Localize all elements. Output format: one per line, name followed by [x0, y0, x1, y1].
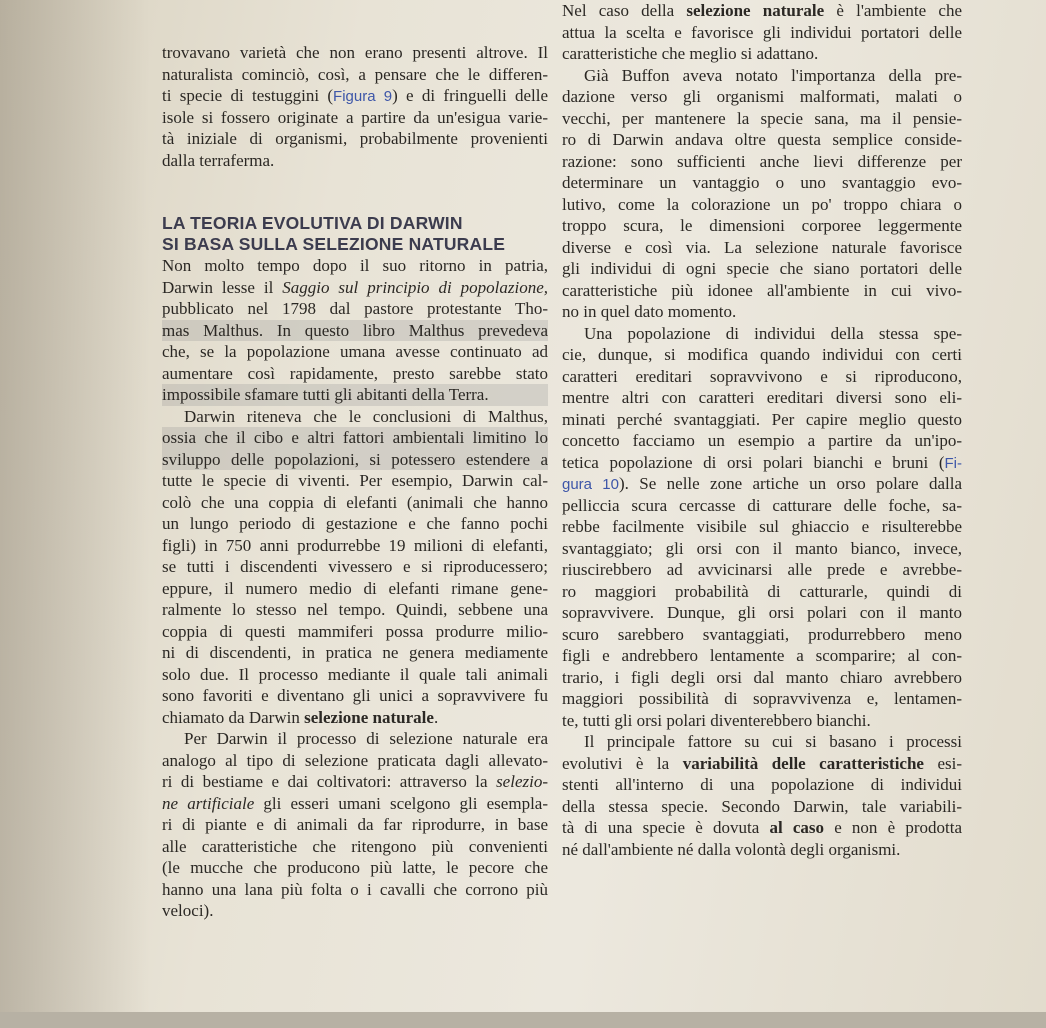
text-line: dazione verso gli organismi malformati, malati o	[562, 87, 962, 106]
text-line: Darwin lesse il Saggio sul principio di popolazione,	[162, 277, 548, 297]
text-line: ne artificiale gli esseri umani scelgono gli esempla-	[162, 793, 548, 813]
text-line: pelliccia scura cercasse di catturare delle foche, sa-	[562, 495, 962, 515]
key-term: variabilità delle caratteristiche	[682, 753, 924, 773]
text-line: sopravvivere. Dunque, gli orsi polari con il manto	[562, 603, 962, 622]
text-line: riuscirebbero ad avvicinarsi alle prede e avrebbe-	[562, 560, 962, 579]
text-line: mas Malthus. In questo libro Malthus prevedeva	[162, 320, 548, 340]
text-line: isole si fossero originate a partire da un'esigua varie-	[162, 107, 548, 127]
paragraph-artificial-selection	[162, 728, 548, 922]
text-line: attua la scelta e favorisce gli individui portatori delle	[562, 22, 962, 42]
key-term: selezione naturale	[304, 707, 434, 727]
text-line: Già Buffon aveva notato l'importanza della pre-	[584, 65, 962, 85]
text-line: aumentare così rapidamente, presto sarebbe stato	[162, 363, 548, 383]
text-line: vecchi, per mantenere la specie sana, ma il pensie-	[562, 108, 962, 128]
text-line: scuro sarebbero svantaggiati, produrrebbero meno	[562, 624, 962, 644]
left-column	[162, 42, 548, 922]
text-line: cie, dunque, si modifica quando individui con certi	[562, 345, 962, 364]
text-line: evolutivi è la variabilità delle caratteristiche esi-	[562, 753, 962, 773]
text-line: Il principale fattore su cui si basano i processi	[584, 732, 962, 751]
right-column	[562, 0, 962, 860]
text-line: impossibile sfamare tutti gli abitanti della Terra.	[162, 384, 548, 406]
heading-line: LA TEORIA EVOLUTIVA DI DARWIN	[162, 213, 463, 233]
text-line: pubblicato nel 1798 dal pastore protestante Tho-	[162, 299, 548, 318]
text-line: caratteristiche che meglio si adattano.	[562, 44, 819, 63]
text-line: tetica popolazione di orsi polari bianchi e bruni (Fi-	[562, 452, 962, 472]
figure-reference[interactable]: Figura 9	[333, 88, 393, 105]
heading-line: SI BASA SULLA SELEZIONE NATURALE	[162, 234, 506, 254]
text-line: determinare un vantaggio o uno svantaggio evo-	[562, 173, 962, 192]
text-line: gura 10). Se nelle zone artiche un orso polare dalla	[562, 474, 962, 493]
paragraph-intro	[162, 42, 548, 171]
text-line: eppure, il numero medio di elefanti rimane gene-	[162, 578, 548, 598]
text-line: mentre altri con caratteri ereditari diversi sono eli-	[562, 388, 962, 407]
text-line: (le mucche che producono più latte, le pecore che	[162, 858, 548, 877]
page-bottom-edge	[0, 1012, 1046, 1028]
text-line: della stessa specie. Secondo Darwin, tale variabili-	[562, 796, 962, 816]
text-line: un lungo periodo di gestazione e che fanno pochi	[162, 514, 548, 533]
text-line: ralmente lo stesso nel tempo. Quindi, sebbene una	[162, 600, 548, 619]
key-term: al caso	[769, 818, 825, 837]
text-line: sviluppo delle popolazioni, si potessero estendere a	[162, 449, 548, 469]
text-line: diverse e così via. La selezione naturale favorisce	[562, 237, 962, 257]
text-line: trovavano varietà che non erano presenti altrove. Il	[162, 43, 548, 62]
paragraph-natural-selection	[562, 0, 962, 65]
text-line: ri di bestiame e dai coltivatori: attraverso la selezio-	[162, 772, 548, 791]
text-line: no in quel dato momento.	[562, 302, 737, 321]
text-line: figli e andrebbero lentamente a scomparire; al con-	[562, 646, 962, 665]
figure-reference[interactable]: gura 10	[562, 476, 619, 493]
text-line: chiamato da Darwin selezione naturale.	[162, 707, 439, 727]
text-line: te, tutti gli orsi polari diventerebbero bianchi.	[562, 710, 871, 730]
text-line: Non molto tempo dopo il suo ritorno in patria,	[162, 256, 548, 275]
text-line: razione: sono sufficienti anche lievi differenze per	[562, 151, 962, 171]
paragraph-elephants	[162, 406, 548, 729]
text-line: naturalista cominciò, così, a pensare che le differen-	[162, 64, 548, 84]
paragraph-variability	[562, 731, 962, 860]
text-line: dalla terraferma.	[162, 150, 275, 170]
text-line: rebbe facilmente visibile sul ghiaccio e risulterebbe	[562, 517, 962, 536]
text-line: Per Darwin il processo di selezione naturale era	[184, 729, 548, 748]
text-line: veloci).	[162, 901, 214, 920]
text-line: alle caratteristiche che ritengono più convenienti	[162, 836, 548, 856]
text-line: stenti all'interno di una popolazione di individui	[562, 775, 962, 794]
section-heading	[162, 213, 548, 255]
text-line: tutte le specie di viventi. Per esempio, Darwin cal-	[162, 471, 548, 490]
text-line: hanno una lana più folta o i cavalli che corrono più	[162, 879, 548, 899]
figure-reference[interactable]: Fi-	[944, 454, 962, 472]
key-term: ne artificiale	[162, 793, 255, 813]
text-line: minati perché svantaggiati. Per capire meglio questo	[562, 409, 962, 429]
text-line: colò che una coppia di elefanti (animali che hanno	[162, 492, 548, 512]
text-line: né dall'ambiente né dalla volontà degli organismi.	[562, 839, 901, 859]
page-shadow	[0, 0, 150, 1028]
text-line: sono favoriti e diventano gli unici a sopravvivere fu	[162, 686, 548, 705]
text-line: concetto facciamo un esempio a partire da un'ipo-	[562, 431, 962, 450]
text-line: ri di piante e di animali da far riprodurre, in base	[162, 815, 548, 834]
text-line: trario, i figli degli orsi dal manto chiaro avrebbero	[562, 667, 962, 687]
text-line: figli) in 750 anni produrrebbe 19 milioni di elefanti,	[162, 535, 548, 555]
text-line: maggiori possibilità di sopravvivenza e, lentamen-	[562, 689, 962, 708]
paragraph-polar-bears	[562, 323, 962, 732]
text-line: ti specie di testuggini (Figura 9) e di fringuelli delle	[162, 86, 548, 105]
text-line: se tutti i discendenti vivessero e si riproducessero;	[162, 557, 548, 576]
text-line: coppia di questi mammiferi possa produrre milio-	[162, 621, 548, 641]
key-term: selezio-	[496, 772, 548, 791]
text-line: tà di una specie è dovuta al caso e non è prodotta	[562, 818, 962, 837]
text-line: Una popolazione di individui della stessa spe-	[584, 323, 962, 343]
text-line: troppo scura, le dimensioni corporee leggermente	[562, 216, 962, 235]
text-line: Darwin riteneva che le conclusioni di Malthus,	[184, 406, 548, 426]
text-line: ro di Darwin andava oltre questa semplice conside-	[562, 130, 962, 149]
text-line: svantaggiato; gli orsi con il manto bianco, invece,	[562, 538, 962, 558]
text-line: analogo al tipo di selezione praticata dagli allevato-	[162, 750, 548, 770]
text-line: lutivo, come la colorazione un po' troppo chiara o	[562, 194, 962, 214]
paragraph-buffon	[562, 65, 962, 323]
paragraph-malthus	[162, 255, 548, 406]
text-line: caratteri ereditari sopravvivono e si riproducono,	[562, 366, 962, 386]
key-term: selezione naturale	[686, 1, 825, 20]
text-line: solo due. Il processo mediante il quale tali animali	[162, 664, 548, 684]
text-line: ni di discendenti, in pratica ne genera mediamente	[162, 643, 548, 662]
text-line: tà iniziale di organismi, probabilmente provenienti	[162, 129, 548, 148]
text-line: Nel caso della selezione naturale è l'ambiente che	[562, 1, 962, 20]
text-line: caratteristiche più idonee all'ambiente in cui vivo-	[562, 280, 962, 300]
text-line: che, se la popolazione umana avesse continuato ad	[162, 342, 548, 361]
text-line: ro maggiori probabilità di catturarle, quindi di	[562, 581, 962, 601]
text-line: gli individui di ogni specie che siano portatori delle	[562, 259, 962, 278]
text-line: ossia che il cibo e altri fattori ambientali limitino lo	[162, 428, 548, 447]
